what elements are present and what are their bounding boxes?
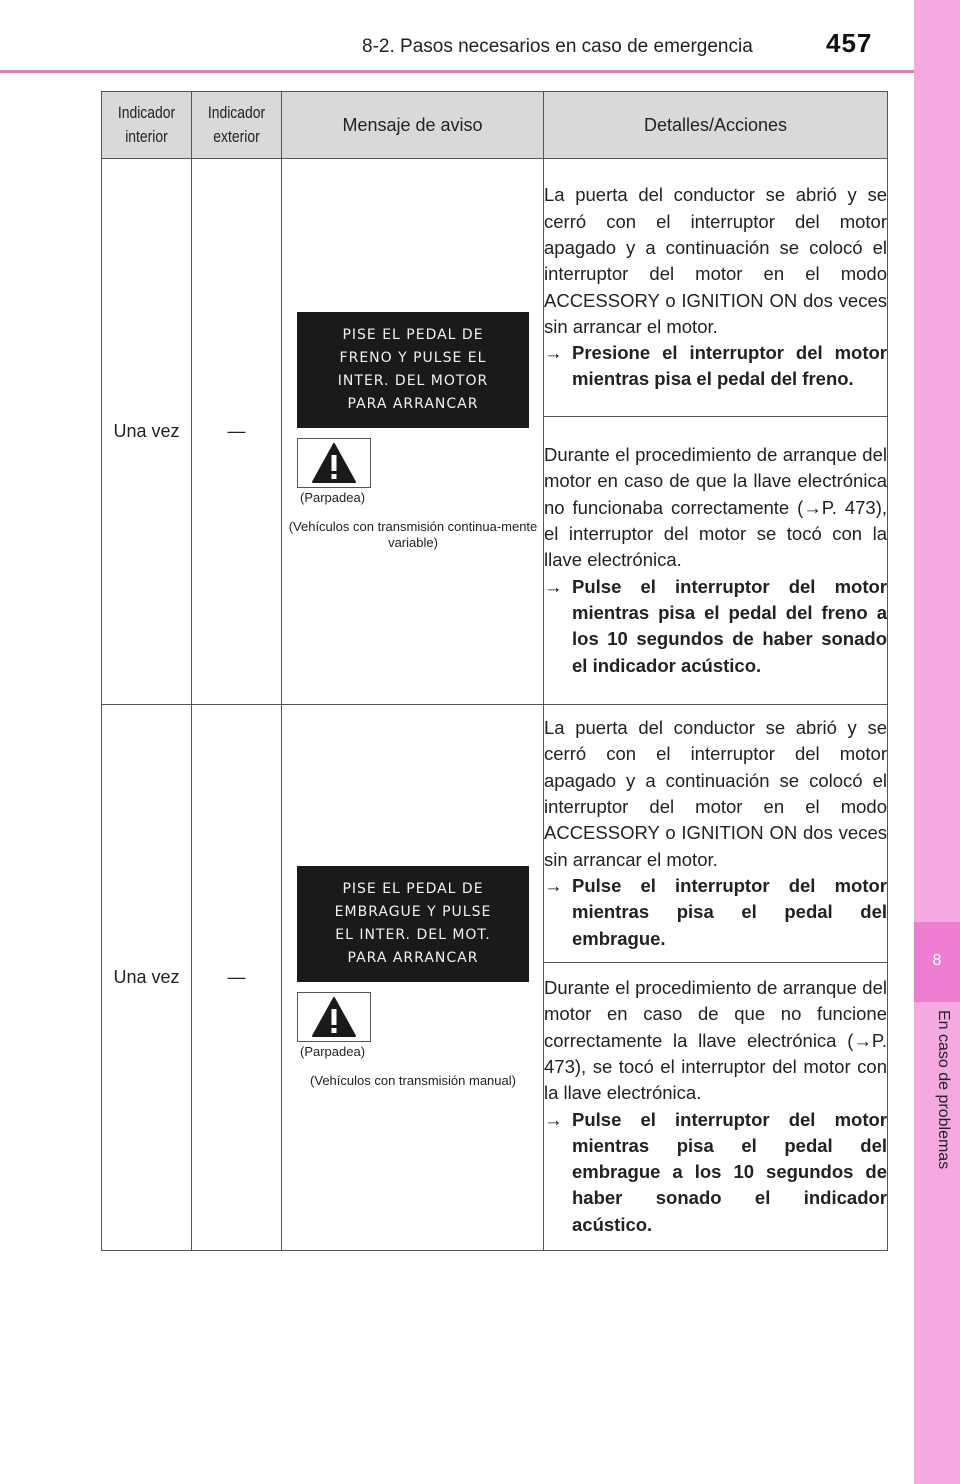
warning-message-cell bbox=[282, 159, 544, 705]
detail-text: La puerta del conductor se abrió y se cerró con el interruptor del motor apagado y a continuación se colocó el interruptor del motor en el modo ACCESSORY o IGNITION ON dos veces sin arrancar el motor. bbox=[544, 717, 887, 870]
display-line: PARA ARRANCAR bbox=[347, 396, 479, 412]
chapter-label: En caso de problemas bbox=[935, 1010, 952, 1170]
side-tab bbox=[914, 0, 960, 1484]
exterior-indicator-cell: — bbox=[192, 705, 282, 1251]
table-header-row bbox=[102, 92, 888, 159]
arrow-icon: → bbox=[544, 342, 563, 364]
interior-indicator-cell: Una vez bbox=[102, 159, 192, 705]
column-header-message: Mensaje de aviso bbox=[282, 92, 544, 159]
action-item bbox=[544, 574, 887, 679]
exclamation-warning-icon bbox=[311, 442, 357, 484]
table-row bbox=[102, 159, 888, 417]
detail-text: Durante el procedimiento de arranque del motor en caso de que no funcione correctamente la llave electrónica (→P. 473), se tocó el interruptor del motor con la llave electrónica. bbox=[544, 977, 887, 1104]
details-cell bbox=[544, 963, 888, 1251]
display-line: FRENO Y PULSE EL bbox=[339, 350, 487, 366]
vehicle-note: (Vehículos con transmisión continua-mente variable) bbox=[288, 519, 538, 550]
column-header-exterior: Indicador exterior bbox=[192, 92, 282, 159]
action-item bbox=[544, 340, 887, 393]
blink-label: (Parpadea) bbox=[300, 490, 366, 505]
dashboard-display bbox=[297, 866, 529, 982]
warning-light-box bbox=[297, 438, 371, 488]
exclamation-warning-icon bbox=[311, 996, 357, 1038]
warning-message-table bbox=[101, 91, 888, 1251]
display-line: INTER. DEL MOTOR bbox=[337, 373, 489, 389]
header-divider bbox=[0, 70, 914, 73]
warning-message-cell bbox=[282, 705, 544, 1251]
chapter-number: 8 bbox=[932, 952, 942, 969]
display-line: PISE EL PEDAL DE bbox=[342, 881, 484, 897]
display-line: PARA ARRANCAR bbox=[347, 950, 479, 966]
blink-label: (Parpadea) bbox=[300, 1044, 366, 1059]
action-item bbox=[544, 1107, 887, 1238]
details-cell bbox=[544, 159, 888, 417]
action-item bbox=[544, 873, 887, 952]
warning-light-box bbox=[297, 992, 371, 1042]
column-header-details: Detalles/Acciones bbox=[544, 92, 888, 159]
details-cell bbox=[544, 417, 888, 705]
display-line: EMBRAGUE Y PULSE bbox=[334, 904, 492, 920]
vehicle-note: (Vehículos con transmisión manual) bbox=[310, 1073, 516, 1088]
page-number: 457 bbox=[826, 28, 873, 58]
arrow-icon: → bbox=[544, 1108, 563, 1130]
table-row bbox=[102, 705, 888, 963]
action-text: Pulse el interruptor del motor mientras pisa el pedal del embrague a los 10 segundos de haber sonado el indicador acústico. bbox=[572, 1108, 887, 1235]
detail-text: Durante el procedimiento de arranque del motor en caso de que la llave electrónica no funcionaba correctamente (→P. 473), el interruptor del motor se tocó con la llave electrónica. bbox=[544, 444, 887, 571]
exterior-indicator-cell: — bbox=[192, 159, 282, 705]
action-text: Presione el interruptor del motor mientras pisa el pedal del freno. bbox=[572, 342, 887, 390]
column-header-interior: Indicador interior bbox=[102, 92, 192, 159]
arrow-icon: → bbox=[544, 874, 563, 896]
dashboard-display bbox=[297, 312, 529, 428]
display-line: PISE EL PEDAL DE bbox=[342, 327, 484, 343]
action-text: Pulse el interruptor del motor mientras pisa el pedal del embrague. bbox=[572, 874, 887, 949]
action-text: Pulse el interruptor del motor mientras pisa el pedal del freno a los 10 segundos de haber sonado el indicador acústico. bbox=[572, 575, 887, 676]
details-cell bbox=[544, 705, 888, 963]
arrow-icon: → bbox=[544, 575, 563, 597]
interior-indicator-cell: Una vez bbox=[102, 705, 192, 1251]
display-line: EL INTER. DEL MOT. bbox=[335, 927, 491, 943]
detail-text: La puerta del conductor se abrió y se cerró con el interruptor del motor apagado y a continuación se colocó el interruptor del motor en el modo ACCESSORY o IGNITION ON dos veces sin arrancar el motor. bbox=[544, 184, 887, 337]
section-title: 8-2. Pasos necesarios en caso de emergencia bbox=[362, 36, 753, 57]
